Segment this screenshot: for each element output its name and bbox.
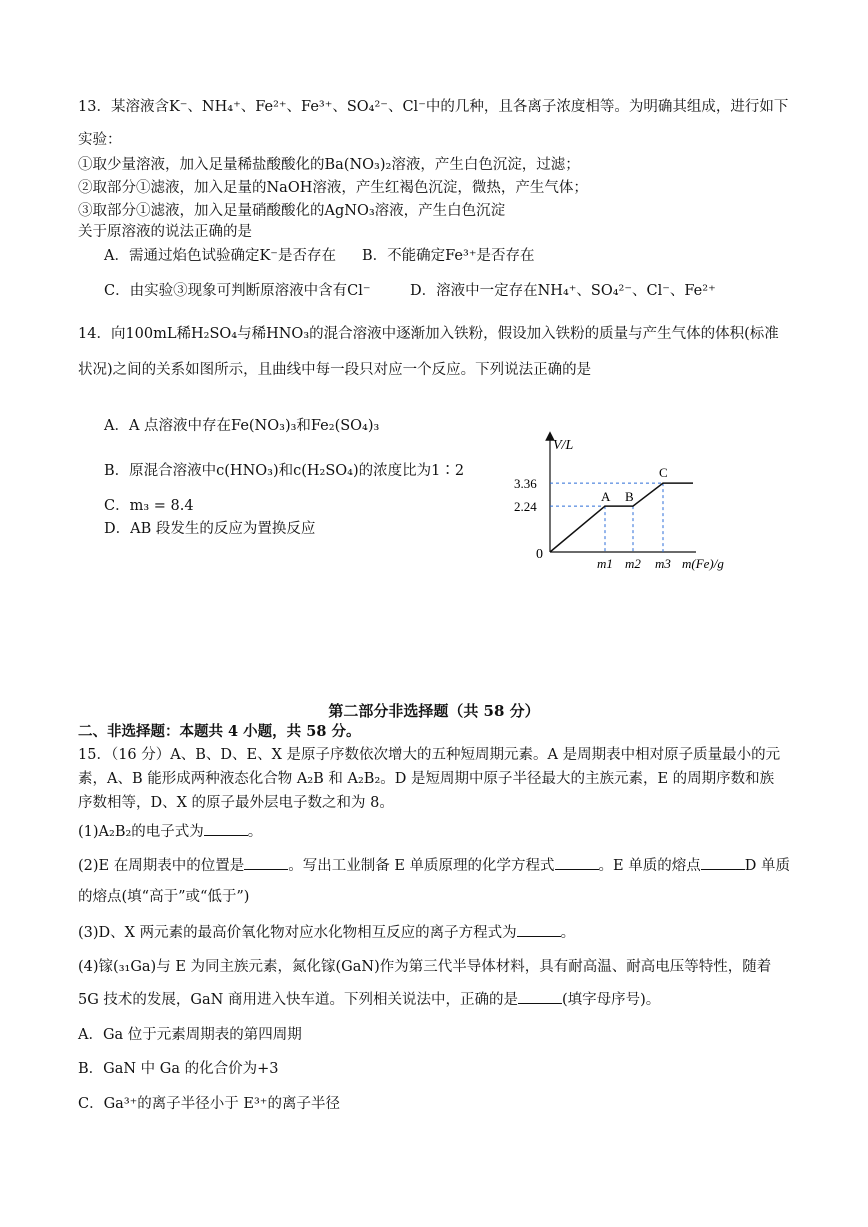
q13-stem-line1: 13．某溶液含K⁻、NH₄⁺、Fe²⁺、Fe³⁺、SO₄²⁻、Cl⁻中的几种，且各离子浓度相等。为明确其组成，进行如下 [78, 99, 789, 115]
origin-label: 0 [536, 547, 543, 562]
q14-option-b: B．原混合溶液中c(HNO₃)和c(H₂SO₄)的浓度比为1∶2 [104, 463, 465, 479]
q13-option-b: B．不能确定Fe³⁺是否存在 [362, 248, 535, 264]
q13-option-a: A．需通过焰色试验确定K⁻是否存在 [104, 248, 336, 264]
q13-step1: ①取少量溶液，加入足量稀盐酸酸化的Ba(NO₃)₂溶液，产生白色沉淀，过滤； [78, 157, 580, 173]
q15-part2-line2: 的熔点(填“高于”或“低于”) [78, 889, 250, 905]
q15-part3: (3)D、X 两元素的最高价氧化物对应水化物相互反应的离子方程式为 。 [78, 922, 575, 943]
q13-option-d: D．溶液中一定存在NH₄⁺、SO₄²⁻、Cl⁻、Fe²⁺ [410, 283, 716, 299]
q15-part4-line2: 5G 技术的发展，GaN 商用进入快车道。下列相关说法中，正确的是 (填字母序号)。 [78, 989, 660, 1010]
volume-curve [550, 483, 693, 552]
answer-blank[interactable] [555, 855, 599, 870]
q15-stem-line2: 素，A、B 能形成两种液态化合物 A₂B 和 A₂B₂。D 是短周期中原子半径最大的主族元素，E 的周期序数和族 [78, 771, 775, 787]
q13-stem-line2: 实验： [78, 132, 122, 148]
section-heading: 二、非选择题：本题共 4 小题，共 58 分。 [78, 723, 361, 740]
point-label-a: A [601, 489, 611, 505]
volume-vs-iron-mass-chart [500, 430, 750, 580]
q13-step3: ③取部分①滤液，加入足量硝酸酸化的AgNO₃溶液，产生白色沉淀 [78, 203, 506, 219]
y-axis-label: V/L [553, 438, 574, 453]
q13-ask: 关于原溶液的说法正确的是 [78, 224, 252, 240]
point-label-b: B [625, 489, 634, 505]
q14-option-d: D．AB 段发生的反应为置换反应 [104, 521, 316, 537]
x-tick-label-m1: m1 [597, 556, 613, 571]
q14-option-a: A．A 点溶液中存在Fe(NO₃)₃和Fe₂(SO₄)₃ [104, 418, 380, 434]
y-tick-label-3-36: 3.36 [514, 476, 537, 492]
q15-part1: (1)A₂B₂的电子式为 。 [78, 821, 262, 842]
x-tick-label-m3: m3 [655, 556, 671, 571]
x-axis-label: m(Fe)/g [682, 556, 724, 571]
q15-option-b: B．GaN 中 Ga 的化合价为+3 [78, 1061, 279, 1077]
x-tick-label-m2: m2 [625, 556, 641, 571]
q14-option-c: C．m₃ = 8.4 [104, 498, 194, 514]
q15-option-a: A．Ga 位于元素周期表的第四周期 [78, 1027, 302, 1043]
q13-step2: ②取部分①滤液，加入足量的NaOH溶液，产生红褐色沉淀，微热，产生气体； [78, 180, 588, 196]
y-tick-label-2-24: 2.24 [514, 499, 537, 515]
q15-stem-line1: 15．（16 分）A、B、D、E、X 是原子序数依次增大的五种短周期元素。A 是周期表中相对原子质量最小的元 [78, 747, 781, 763]
q15-part4-line1: (4)镓(₃₁Ga)与 E 为同主族元素，氮化镓(GaN)作为第三代半导体材料，具有耐高温、耐高电压等特性，随着 [78, 959, 772, 975]
q13-option-c: C．由实验③现象可判断原溶液中含有Cl⁻ [104, 283, 371, 299]
q15-part2-line1: (2)E 在周期表中的位置是 。写出工业制备 E 单质原理的化学方程式 。E 单质的熔点 D 单质 [78, 855, 790, 876]
answer-blank[interactable] [244, 855, 288, 870]
answer-blank[interactable] [701, 855, 745, 870]
answer-blank[interactable] [204, 821, 248, 836]
q14-stem-line1: 14．向100mL稀H₂SO₄与稀HNO₃的混合溶液中逐渐加入铁粉，假设加入铁粉的质量与产生气体的体积(标准 [78, 326, 779, 342]
q15-stem-line3: 序数相等，D、X 的原子最外层电子数之和为 8。 [78, 795, 394, 811]
q15-option-c: C．Ga³⁺的离子半径小于 E³⁺的离子半径 [78, 1096, 340, 1112]
point-label-c: C [659, 465, 668, 481]
answer-blank[interactable] [518, 989, 562, 1004]
answer-blank[interactable] [517, 922, 561, 937]
part2-title: 第二部分非选择题（共 58 分） [328, 702, 540, 720]
q14-stem-line2: 状况)之间的关系如图所示，且曲线中每一段只对应一个反应。下列说法正确的是 [78, 362, 592, 378]
